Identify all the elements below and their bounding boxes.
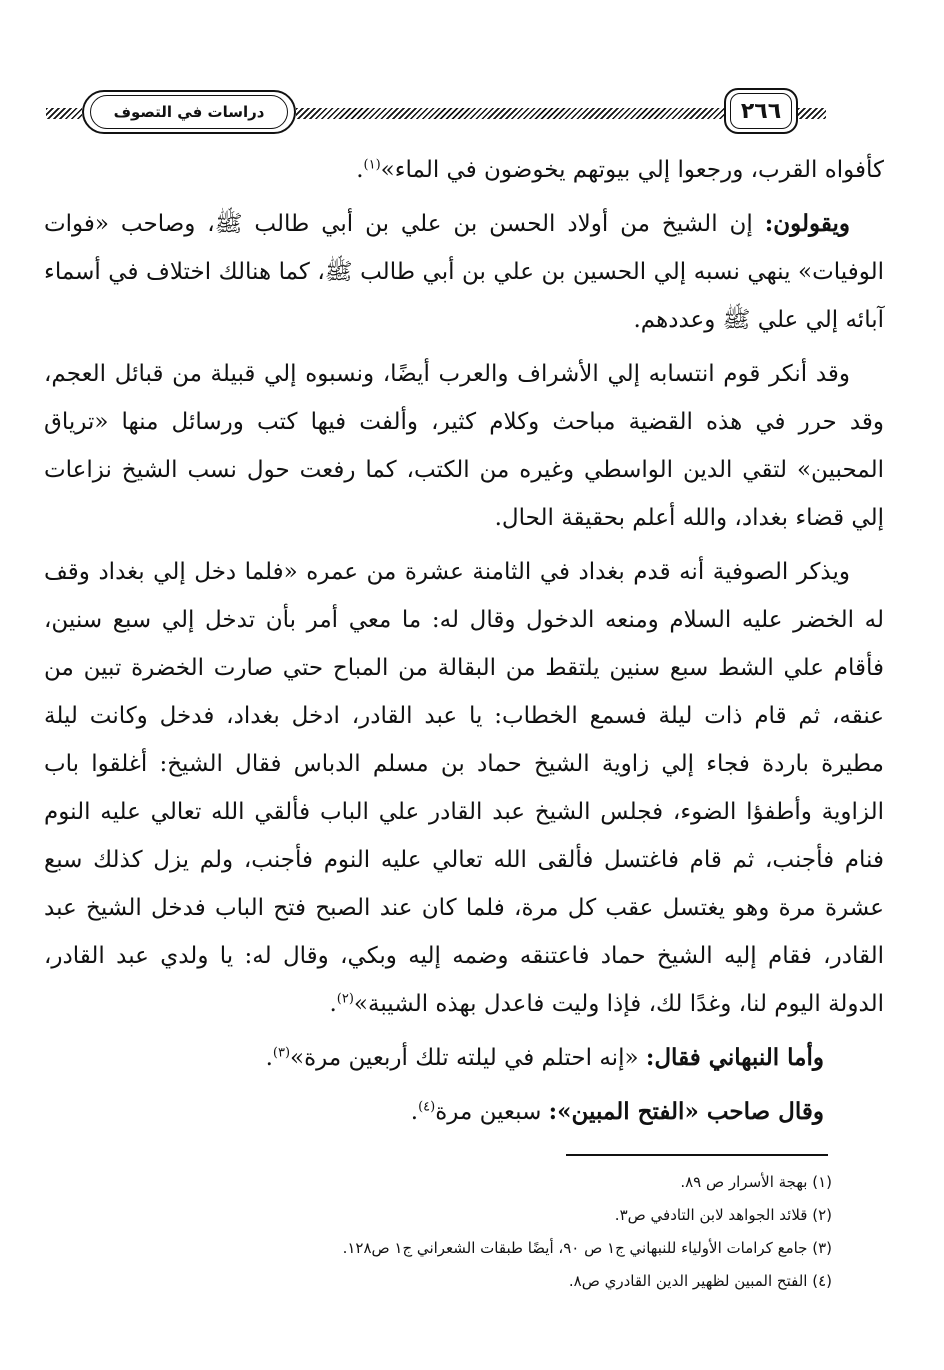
p1-end: .	[356, 157, 364, 183]
page-number-frame	[724, 88, 798, 134]
paragraph-1	[44, 146, 884, 194]
p4-end: .	[329, 991, 337, 1017]
main-text	[44, 146, 884, 1142]
footnotes	[92, 1166, 832, 1298]
p3-text: وقد أنكر قوم انتسابه إلي الأشراف والعرب أيضًا، ونسبوه إلي قبيلة من قبائل العجم، وقد حرر في هذه القضية مباحث وكلام كثير، وألفت فيها كتب ورسائل منها «ترياق المحبين» لتقي الدين الواسطي وغيره من الكتب، كما رفعت حول نسب الشيخ نزاعات إلي قضاء بغداد، والله أعلم بحقيقة الحال.	[44, 361, 884, 531]
footnote-ref-2: (٢)	[336, 991, 354, 1007]
p1-text: كأفواه القرب، ورجعوا إلي بيوتهم يخوضون في الماء»	[380, 157, 884, 183]
page-number: ٢٦٦	[730, 93, 792, 129]
p2-lead: ويقولون:	[764, 210, 850, 237]
paragraph-4	[44, 548, 884, 1028]
book-title-frame	[82, 90, 296, 134]
header-ornament-right	[798, 108, 826, 119]
footnote-2: (٢) قلائد الجواهد لابن التادفي ص٣.	[614, 1206, 832, 1224]
footnote-1: (١) بهجة الأسرار ص ٨٩.	[680, 1173, 832, 1191]
footnote-4: (٤) الفتح المبين لظهير الدين القادري ص٨.	[568, 1272, 832, 1290]
running-header	[46, 78, 826, 142]
p5-text: «إنه احتلم في ليلته تلك أربعين مرة»	[290, 1045, 646, 1071]
paragraph-3	[44, 350, 884, 542]
p6-text: سبعين مرة	[435, 1099, 549, 1125]
header-ornament-left	[46, 108, 82, 119]
p4-text: ويذكر الصوفية أنه قدم بغداد في الثامنة عشرة من عمره «فلما دخل إلي بغداد وقف له الخضر عليه السلام ومنعه الدخول وقال له: ما معي أمر بأن تدخل إلي سبع سنين، فأقام علي الشط سبع سنين يلتقط من البقالة من المباح حتي صارت الخضرة تبين من عنقه، ثم قام ذات ليلة فسمع الخطاب: يا عبد القادر، ادخل بغداد، فدخل وكانت ليلة مطيرة باردة فجاء إلي زاوية الشيخ حماد بن مسلم الدباس فقال الشيخ: أغلقوا باب الزاوية وأطفؤا الضوء، فجلس الشيخ عبد القادر علي الباب فألقي الله تعالي عليه النوم فنام فأجنب، ثم قام فاغتسل فألقى الله تعالي عليه النوم فأجنب، ولم يزل كذلك سبع عشرة مرة وهو يغتسل عقب كل مرة، فلما كان عند الصبح فتح الباب فدخل الشيخ عبد القادر، فقام إليه الشيخ حماد فاعتنقه وضمه إليه وبكي، وقال له: يا ولدي عبد القادر، الدولة اليوم لنا، وغدًا لك، فإذا وليت فاعدل بهذه الشيبة»	[44, 559, 884, 1017]
book-title: دراسات في التصوف	[90, 95, 288, 129]
footnote-3: (٣) جامع كرامات الأولياء للنبهاني ج١ ص ٩٠، أيضًا طبقات الشعراني ج١ ص١٢٨.	[342, 1239, 832, 1257]
footnote-ref-3: (٣)	[272, 1045, 291, 1061]
paragraph-5	[44, 1034, 884, 1082]
p2-text: إن الشيخ من أولاد الحسن بن علي بن أبي طالب ﷺ، وصاحب «فوات الوفيات» ينهي نسبه إلي الحسين بن علي بن أبي طالب ﷺ، كما هنالك اختلاف في أسماء آبائه إلي علي ﷺ وعددهم.	[44, 211, 884, 333]
footnote-separator	[566, 1154, 828, 1156]
footnote-ref-1: (١)	[363, 157, 381, 173]
p5-end: .	[265, 1045, 273, 1071]
p5-lead: وأما النبهاني فقال:	[645, 1044, 824, 1071]
header-ornament-middle	[296, 108, 724, 119]
p6-end: .	[410, 1099, 419, 1125]
paragraph-6	[44, 1088, 884, 1136]
footnote-ref-4: (٤)	[418, 1099, 436, 1115]
p6-lead: وقال صاحب «الفتح المبين»:	[548, 1098, 824, 1125]
paragraph-2	[44, 200, 884, 344]
